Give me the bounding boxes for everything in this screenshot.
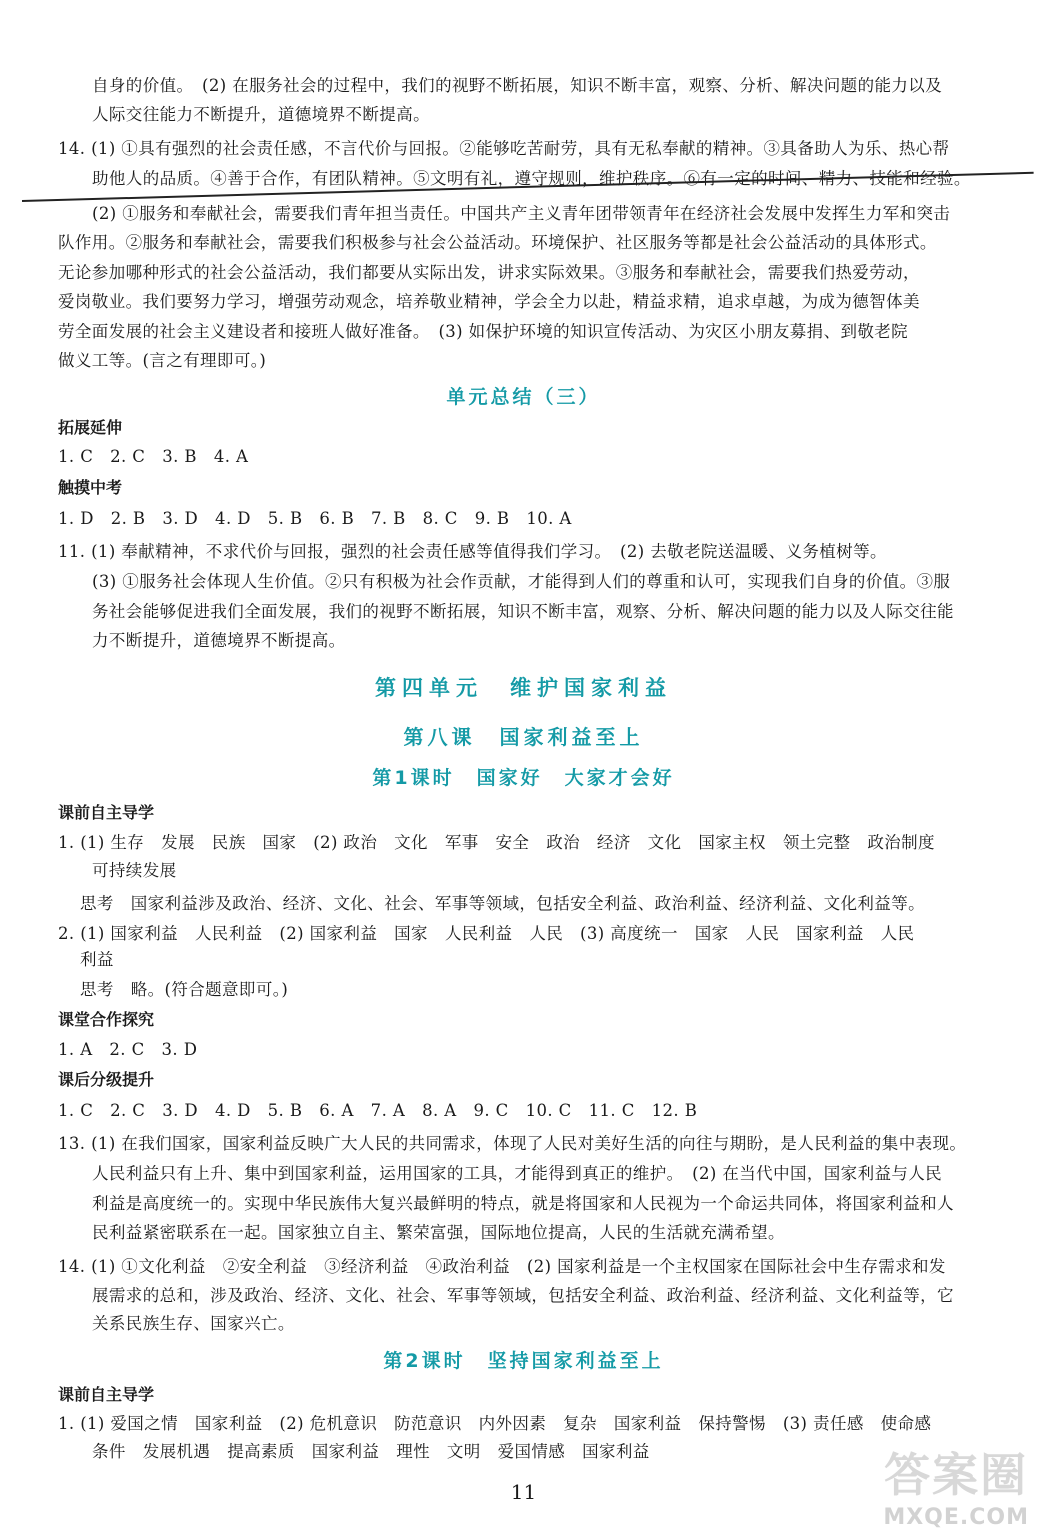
watermark-logo <box>883 1439 1029 1530</box>
text-line: 可持续发展 <box>92 861 177 880</box>
text-line: 思考 国家利益涉及政治、经济、文化、社会、军事等领域，包括安全利益、政治利益、经济利益、文化利益等。 <box>80 894 925 913</box>
answer-line: 1. C 2. C 3. B 4. A <box>58 447 249 466</box>
text-line: 无论参加哪种形式的社会公益活动，我们都要从实际出发，讲求实际效果。③服务和奉献社会，需要我们热爱劳动， <box>58 263 920 282</box>
answer-line: 1. D 2. B 3. D 4. D 5. B 6. B 7. B 8. C 9. B 10. A <box>58 509 572 528</box>
text-line: (3) ①服务社会体现人生价值。②只有积极为社会作贡献，才能得到人们的尊重和认可，实现我们自身的价值。③服 <box>92 572 951 591</box>
text-line: 人际交往能力不断提升，道德境界不断提高。 <box>92 105 430 124</box>
answer-line: 1. C 2. C 3. D 4. D 5. B 6. A 7. A 8. A 9. C 10. C 11. C 12. B <box>58 1101 698 1120</box>
unit-title: 第四单元 维护国家利益 <box>375 676 672 700</box>
text-line: 利益是高度统一的。实现中华民族伟大复兴最鲜明的特点，就是将国家和人民视为一个命运共同体，将国家利益和人 <box>92 1194 954 1213</box>
section-heading: 单元总结（三） <box>446 386 601 408</box>
text-line: (2) ①服务和奉献社会，需要我们青年担当责任。中国共产主义青年团带领青年在经济社会发展中发挥生力军和突击 <box>92 204 951 223</box>
subsection-label: 触摸中考 <box>58 478 123 497</box>
text-line: 14. (1) ①文化利益 ②安全利益 ③经济利益 ④政治利益 (2) 国家利益是一个主权国家在国际社会中生存需求和发 <box>58 1257 946 1276</box>
text-line: 11. (1) 奉献精神，不求代价与回报，强烈的社会责任感等值得我们学习。 (2) 去敬老院送温暖、义务植树等。 <box>58 542 887 561</box>
text-line: 队作用。②服务和奉献社会，需要我们积极参与社会公益活动。环境保护、社区服务等都是社会公益活动的具体形式。 <box>58 233 937 252</box>
text-line: 1. (1) 爱国之情 国家利益 (2) 危机意识 防范意识 内外因素 复杂 国家利益 保持警惕 (3) 责任感 使命感 <box>58 1414 932 1433</box>
answer-line: 1. A 2. C 3. D <box>58 1040 198 1059</box>
text-line: 爱岗敬业。我们要努力学习，增强劳动观念，培养敬业精神，学会全力以赴，精益求精，追求卓越，为成为德智体美 <box>58 292 920 311</box>
text-line: 条件 发展机遇 提高素质 国家利益 理性 文明 爱国情感 国家利益 <box>92 1442 650 1461</box>
page-number: 11 <box>510 1480 537 1504</box>
subsection-label: 课堂合作探究 <box>58 1010 155 1029</box>
subsection-label: 课前自主导学 <box>58 803 155 822</box>
text-line: 人民利益只有上升、集中到国家利益，运用国家的工具，才能得到真正的维护。 (2) 在当代中国，国家利益与人民 <box>92 1164 943 1183</box>
subsection-label: 拓展延伸 <box>58 418 123 437</box>
text-line: 14. (1) ①具有强烈的社会责任感，不言代价与回报。②能够吃苦耐劳，具有无私奉献的精神。③具备助人为乐、热心帮 <box>58 139 950 158</box>
text-line: 思考 略。(符合题意即可。) <box>80 980 289 999</box>
text-line: 务社会能够促进我们全面发展，我们的视野不断拓展，知识不断丰富，观察、分析、解决问题的能力以及人际交往能 <box>92 602 954 621</box>
text-line: 13. (1) 在我们国家，国家利益反映广大人民的共同需求，体现了人民对美好生活的向往与期盼，是人民利益的集中表现。 <box>58 1134 967 1153</box>
text-line: 力不断提升，道德境界不断提高。 <box>92 631 346 650</box>
subsection-label: 课后分级提升 <box>58 1070 155 1089</box>
text-line: 劳全面发展的社会主义建设者和接班人做好准备。 (3) 如保护环境的知识宣传活动、为灾区小朋友募捐、到敬老院 <box>58 322 909 341</box>
period-title: 第1课时 国家好 大家才会好 <box>372 767 675 789</box>
text-line: 1. (1) 生存 发展 民族 国家 (2) 政治 文化 军事 安全 政治 经济 文化 国家主权 领土完整 政治制度 <box>58 833 935 852</box>
text-line: 2. (1) 国家利益 人民利益 (2) 国家利益 国家 人民利益 人民 (3) 高度统一 国家 人民 国家利益 人民 <box>58 924 915 943</box>
text-line: 做义工等。(言之有理即可。) <box>58 351 267 370</box>
text-line: 展需求的总和，涉及政治、经济、文化、社会、军事等领域，包括安全利益、政治利益、经济利益、文化利益等，它 <box>92 1286 954 1305</box>
text-line: 关系民族生存、国家兴亡。 <box>92 1314 295 1333</box>
text-line: 利益 <box>80 950 114 969</box>
watermark-url: MXQE.COM <box>883 1505 1029 1530</box>
text-line: 助他人的品质。④善于合作，有团队精神。⑤文明有礼，遵守规则，维护秩序。⑥有一定的时间、精力、技能和经验。 <box>92 169 971 188</box>
watermark-text: 答案圈 <box>884 1448 1029 1502</box>
lesson-title: 第八课 国家利益至上 <box>403 725 644 749</box>
subsection-label: 课前自主导学 <box>58 1385 155 1404</box>
period-title: 第2课时 坚持国家利益至上 <box>383 1350 664 1372</box>
text-line: 自身的价值。 (2) 在服务社会的过程中，我们的视野不断拓展，知识不断丰富，观察、分析、解决问题的能力以及 <box>92 76 943 95</box>
text-line: 民利益紧密联系在一起。国家独立自主、繁荣富强，国际地位提高，人民的生活就充满希望。 <box>92 1223 785 1242</box>
